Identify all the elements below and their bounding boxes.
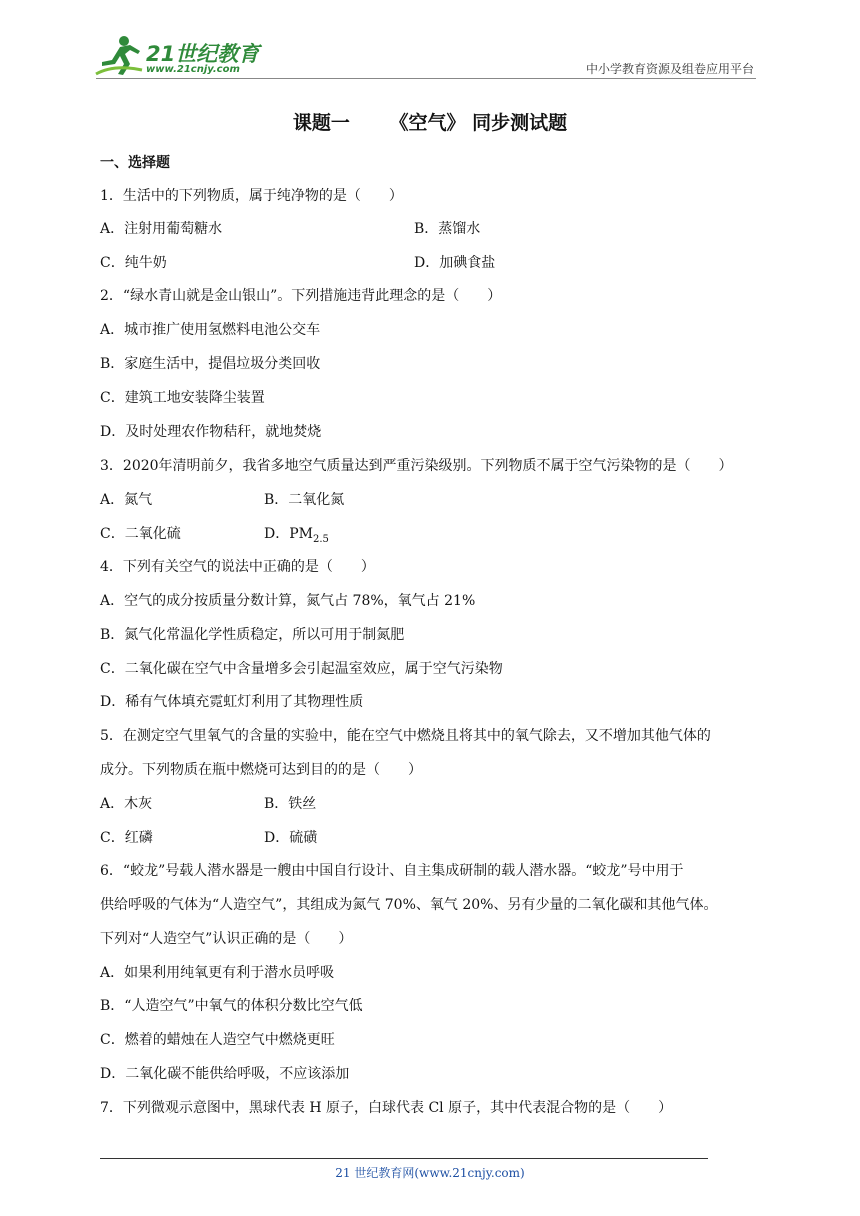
question-4-stem: 4．下列有关空气的说法中正确的是（ ）	[100, 559, 375, 575]
section-heading: 一、选择题	[100, 155, 170, 171]
q2-option-b: B．家庭生活中，提倡垃圾分类回收	[100, 356, 321, 372]
footer-link[interactable]: 21 世纪教育网(www.21cnjy.com)	[335, 1166, 525, 1180]
q4-option-a: A．空气的成分按质量分数计算，氮气占 78%，氧气占 21%	[100, 593, 476, 609]
q5-option-a: A．木灰	[100, 796, 153, 812]
q6-option-b: B．“人造空气”中氧气的体积分数比空气低	[100, 998, 363, 1014]
question-6-stem-line-2: 供给呼吸的气体为“人造空气”，其组成为氮气 70%、氧气 20%、另有少量的二氧化碳和其他气体。	[100, 897, 718, 913]
q3-option-c: C．二氧化硫	[100, 526, 181, 542]
q4-option-c: C．二氧化碳在空气中含量增多会引起温室效应，属于空气污染物	[100, 661, 503, 677]
q5-option-c: C．红磷	[100, 830, 153, 846]
header-divider	[96, 78, 756, 79]
question-3-stem: 3．2020年清明前夕，我省多地空气质量达到严重污染级别。下列物质不属于空气污染物的是（ ）	[100, 458, 733, 474]
q3-option-a: A．氮气	[100, 492, 153, 508]
question-2-stem: 2．“绿水青山就是金山银山”。下列措施违背此理念的是（ ）	[100, 288, 502, 304]
question-7-stem: 7．下列微观示意图中，黑球代表 H 原子，白球代表 Cl 原子，其中代表混合物的是（ ）	[100, 1100, 673, 1116]
site-logo[interactable]	[94, 34, 264, 80]
question-6-stem-line-1: 6．“蛟龙”号载人潜水器是一艘由中国自行设计、自主集成研制的载人潜水器。“蛟龙”号中用于	[100, 863, 684, 879]
q3-option-d-subscript: 2.5	[312, 533, 329, 545]
q3-option-d	[264, 524, 329, 550]
q6-option-a: A．如果利用纯氧更有利于潜水员呼吸	[100, 965, 335, 981]
question-5-stem-line-1: 5．在测定空气里氧气的含量的实验中，能在空气中燃烧且将其中的氧气除去，又不增加其他气体的	[100, 728, 711, 744]
q6-option-c: C．燃着的蜡烛在人造空气中燃烧更旺	[100, 1032, 335, 1048]
runner-logo-icon	[94, 34, 144, 80]
q4-option-b: B．氮气化常温化学性质稳定，所以可用于制氮肥	[100, 627, 405, 643]
header-platform-text: 中小学教育资源及组卷应用平台	[585, 62, 754, 76]
question-6-stem-line-3: 下列对“人造空气”认识正确的是（ ）	[100, 931, 353, 947]
q5-option-b: B．铁丝	[264, 796, 317, 812]
page-title: 课题一 《空气》 同步测试题	[292, 112, 568, 134]
q2-option-c: C．建筑工地安装降尘装置	[100, 390, 265, 406]
logo-url: www.21cnjy.com	[146, 64, 240, 75]
footer-divider	[100, 1158, 708, 1159]
q3-option-d-label: D．PM	[264, 526, 313, 542]
q2-option-d: D．及时处理农作物秸秆，就地焚烧	[100, 424, 322, 440]
question-1-stem: 1．生活中的下列物质，属于纯净物的是（ ）	[100, 188, 403, 204]
q6-option-d: D．二氧化碳不能供给呼吸，不应该添加	[100, 1066, 350, 1082]
q1-option-d: D．加碘食盐	[414, 255, 496, 271]
logo-text: 21世纪教育	[146, 42, 260, 66]
q5-option-d: D．硫磺	[264, 830, 318, 846]
q1-option-a: A．注射用葡萄糖水	[100, 221, 223, 237]
question-5-stem-line-2: 成分。下列物质在瓶中燃烧可达到目的的是（ ）	[100, 762, 422, 778]
q2-option-a: A．城市推广使用氢燃料电池公交车	[100, 322, 321, 338]
q3-option-b: B．二氧化氮	[264, 492, 345, 508]
q1-option-c: C．纯牛奶	[100, 255, 167, 271]
q1-option-b: B．蒸馏水	[414, 221, 481, 237]
q4-option-d: D．稀有气体填充霓虹灯利用了其物理性质	[100, 694, 364, 710]
